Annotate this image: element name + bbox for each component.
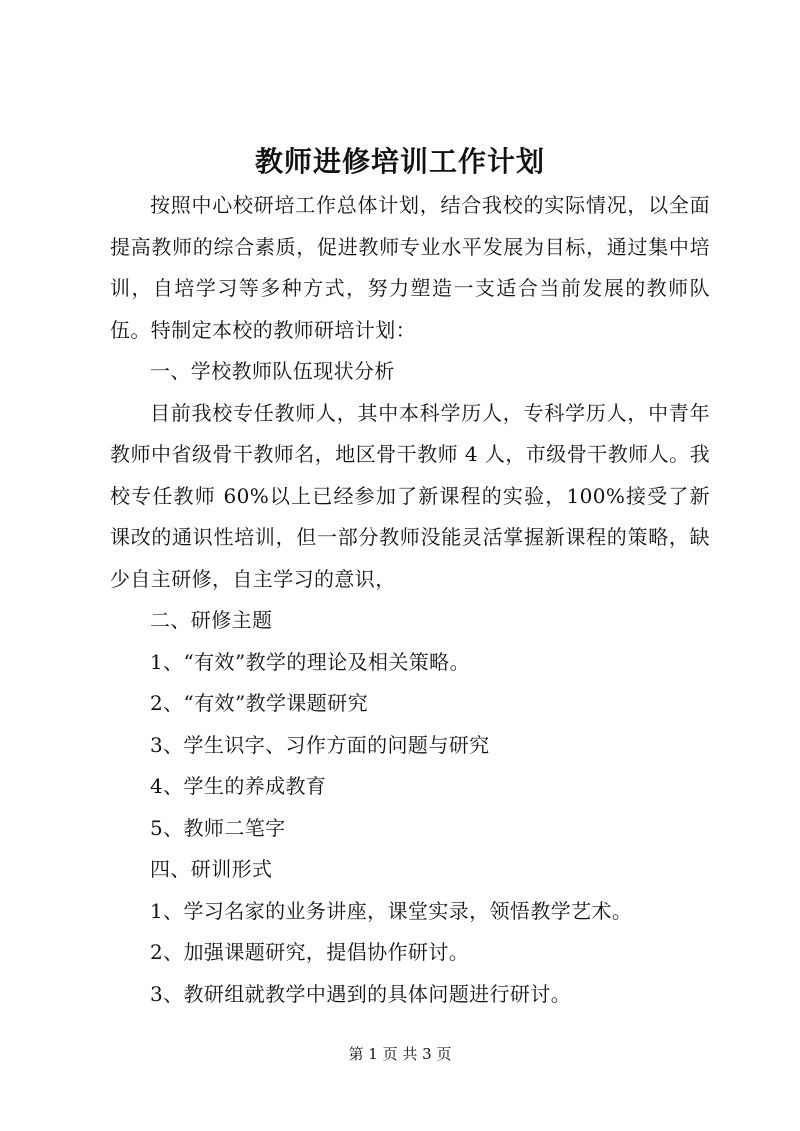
list-item-theme-2: 2、“有效”教学课题研究 — [150, 691, 368, 715]
list-item-form-3: 3、教研组就教学中遇到的具体问题进行研讨。 — [150, 981, 572, 1006]
list-item-theme-5: 5、教师二笔字 — [150, 815, 286, 840]
list-item-theme-3: 3、学生识字、习作方面的问题与研究 — [150, 732, 490, 757]
document-title: 教师进修培训工作计划 — [254, 145, 545, 178]
paragraph-status: 目前我校专任教师人，其中本科学历人，专科学历人，中青年教师中省级骨干教师名，地区骨干教师 4 人，市级骨干教师人。我校专任教师 60%以上已经参加了新课程的实验，100%接受了新课改的通识性培训，但一部分教师没能灵活掌握新课程的策略，缺少自主研修，自主学习的意识， — [110, 400, 710, 591]
heading-section-4: 四、研训形式 — [150, 857, 273, 881]
page-footer: 第 1 页 共 3 页 — [348, 1045, 452, 1063]
paragraph-intro: 按照中心校研培工作总体计划，结合我校的实际情况，以全面提高教师的综合素质，促进教师专业水平发展为目标，通过集中培训，自培学习等多种方式，努力塑造一支适合当前发展的教师队伍。特制定本校的教师研培计划： — [110, 193, 710, 342]
heading-section-2: 二、研修主题 — [150, 608, 273, 632]
list-item-theme-1: 1、“有效”教学的理论及相关策略。 — [150, 649, 470, 674]
list-item-form-2: 2、加强课题研究，提倡协作研讨。 — [150, 940, 470, 964]
list-item-theme-4: 4、学生的养成教育 — [150, 774, 327, 798]
document-body — [110, 185, 710, 1015]
heading-section-1: 一、学校教师队伍现状分析 — [150, 359, 395, 383]
list-item-form-1: 1、学习名家的业务讲座，课堂实录，领悟教学艺术。 — [150, 898, 633, 923]
